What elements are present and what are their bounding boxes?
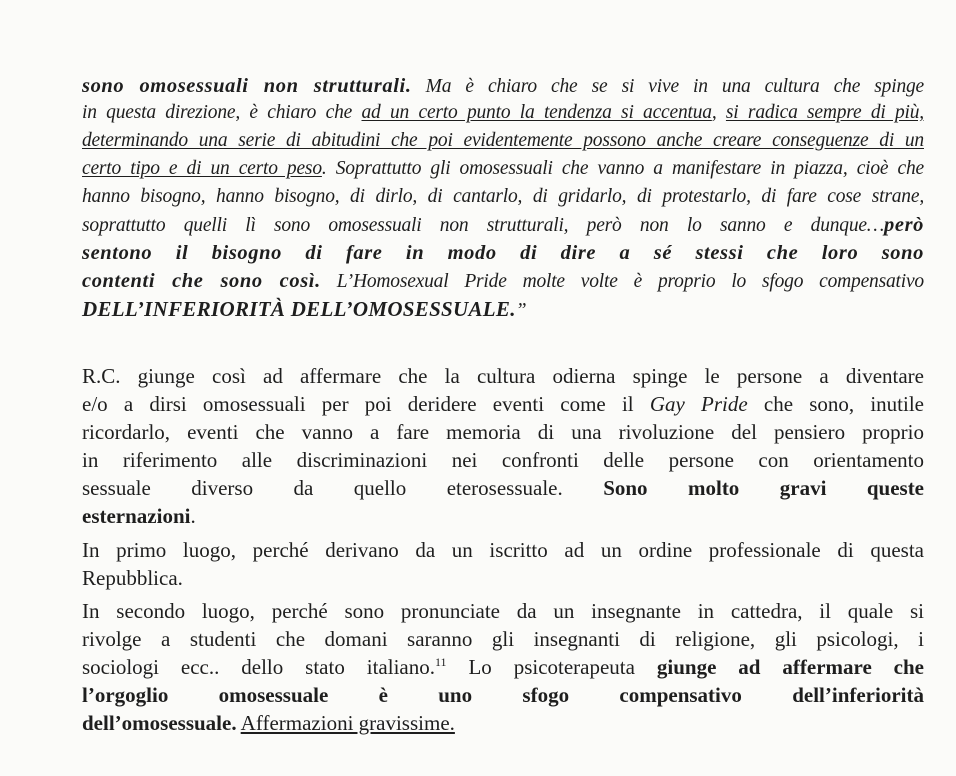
body-line: [82, 601, 924, 622]
body-line: [82, 568, 924, 589]
bold-text: dell’omosessuale.: [82, 711, 237, 735]
body-text: Lo psicoterapeuta: [446, 655, 657, 679]
italic-text: ,: [711, 102, 726, 123]
quote-line-8: [82, 271, 924, 292]
quote-line-3: [82, 131, 924, 151]
body-line: [82, 366, 924, 387]
italic-text: hanno bisogno, hanno bisogno, di dirlo, di cantarlo, di gridarlo, di protestarlo, di fare cose strane,: [82, 186, 924, 207]
body-line: [82, 506, 924, 527]
body-text: rivolge a studenti che domani saranno gli insegnanti di religione, gli psicologi, i: [82, 627, 924, 651]
body-text: In secondo luogo, perché sono pronunciate da un insegnante in cattedra, il quale si: [82, 599, 924, 623]
italic-text: L’Homosexual Pride molte volte è proprio lo sfogo compensativo: [320, 271, 924, 292]
body-line: [82, 394, 924, 415]
quote-line-5: [82, 187, 924, 207]
quote-line-7: [82, 243, 924, 264]
body-text: che sono, inutile: [747, 392, 924, 416]
quote-line-6: [82, 215, 924, 236]
underlined-text: determinando una serie di abitudini che poi evidentemente possono anche creare conseguenze di un: [82, 130, 924, 151]
body-line: [82, 478, 924, 499]
body-text: .: [190, 504, 196, 528]
italic-text: soprattutto quelli lì sono omosessuali non strutturali, però non lo sanno e dunque…: [82, 215, 885, 236]
bold-italic-text: però: [884, 214, 924, 236]
underlined-text: si radica sempre di più,: [725, 102, 924, 123]
body-line: [82, 629, 924, 650]
footnote-reference[interactable]: 11: [434, 655, 447, 669]
body-text: sociologi ecc.. dello stato italiano.: [82, 655, 435, 679]
body-line: [82, 685, 924, 706]
quote-line-2: [82, 103, 924, 123]
underlined-text: ad un certo punto la tendenza si accentua: [361, 102, 712, 123]
bold-text: esternazioni: [82, 504, 191, 528]
bold-text: l’orgoglio omosessuale è uno sfogo compensativo dell’inferiorità: [82, 683, 924, 707]
body-line: [82, 540, 924, 561]
body-text: in riferimento alle discriminazioni nei confronti delle persone con orientamento: [82, 448, 924, 472]
body-line: [82, 657, 924, 678]
underlined-text: certo tipo e di un certo peso: [82, 158, 322, 179]
bold-italic-caps-text: DELL’INFERIORITÀ DELL’OMOSESSUALE.: [82, 297, 516, 321]
italic-text: Ma è chiaro che se si vive in una cultura che spinge: [411, 76, 924, 97]
body-text: sessuale diverso da quello eterosessuale.: [82, 476, 604, 500]
body-line: [82, 422, 924, 443]
bold-italic-text: sentono il bisogno di fare in modo di dire a sé stessi che loro sono: [82, 242, 924, 264]
bold-text: giunge ad affermare che: [656, 655, 924, 679]
italic-text: Gay Pride: [649, 392, 748, 416]
underlined-text: Affermazioni gravissime.: [240, 711, 455, 735]
quote-line-9: [82, 299, 924, 321]
bold-italic-text: contenti che sono così.: [82, 270, 321, 292]
closing-quote: ”: [515, 300, 527, 321]
bold-italic-text: sono omosessuali non strutturali.: [82, 75, 412, 97]
body-text: R.C. giunge così ad affermare che la cultura odierna spinge le persone a diventare: [82, 364, 924, 388]
body-text: ricordarlo, eventi che vanno a fare memoria di una rivoluzione del pensiero proprio: [82, 420, 924, 444]
body-text: e/o a dirsi omosessuali per poi deridere eventi come il: [82, 392, 650, 416]
quote-line-4: [82, 159, 924, 179]
italic-text: . Soprattutto gli omosessuali che vanno a manifestare in piazza, cioè che: [321, 158, 924, 179]
body-text: In primo luogo, perché derivano da un iscritto ad un ordine professionale di questa: [82, 538, 924, 562]
body-text: Repubblica.: [82, 566, 183, 590]
body-line: [82, 450, 924, 471]
body-line: [82, 713, 924, 734]
italic-text: in questa direzione, è chiaro che: [82, 102, 362, 123]
bold-text: Sono molto gravi queste: [603, 476, 925, 500]
quote-line-1: [82, 76, 924, 97]
